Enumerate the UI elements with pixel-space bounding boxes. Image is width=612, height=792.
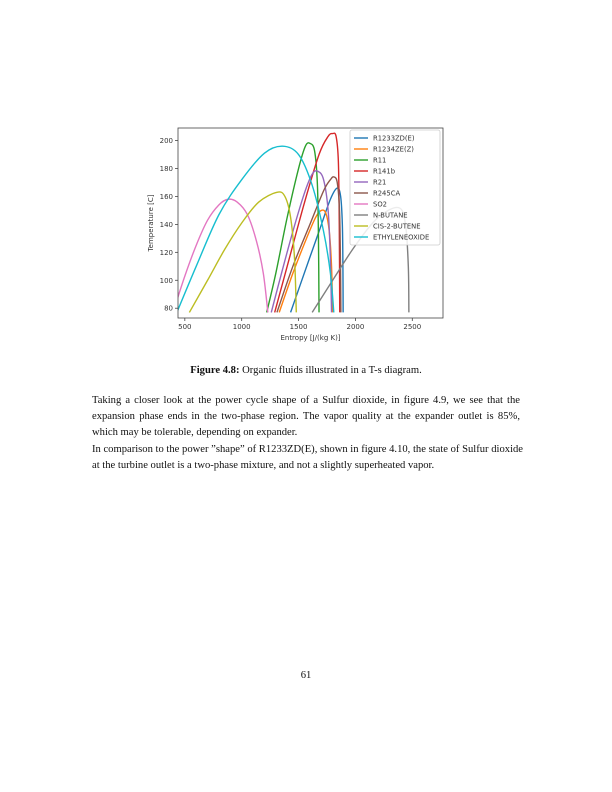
figure-caption	[0, 365, 612, 376]
y-tick-label: 160	[159, 192, 173, 201]
y-tick-label: 120	[159, 248, 173, 257]
figure-caption-text: Organic fluids illustrated in a T-s diagram.	[242, 365, 422, 376]
paragraph-line: In comparison to the power ”shape” of R1233ZD(E), shown in figure 4.10, the state of Sulfur dioxide	[92, 443, 524, 455]
legend-label: N-BUTANE	[373, 211, 408, 220]
y-tick-label: 140	[159, 220, 173, 229]
legend-label: R141b	[373, 167, 396, 176]
y-tick-label: 80	[164, 304, 173, 313]
paragraph-line: at the turbine outlet is a two-phase mixture, and not a slightly superheated vapor.	[92, 459, 435, 471]
page-number: 61	[300, 670, 312, 681]
y-tick-label: 100	[159, 276, 173, 285]
y-axis-label: Temperature [C]	[147, 194, 155, 252]
series-line-r1234ze-z-	[279, 210, 332, 312]
legend-label: SO2	[373, 200, 387, 209]
paragraph-line: Taking a closer look at the power cycle shape of a Sulfur dioxide, in figure 4.9, we see that the	[92, 395, 520, 406]
x-tick-label: 2000	[346, 323, 365, 331]
legend-label: R1233ZD(E)	[373, 134, 415, 143]
legend-label: R1234ZE(Z)	[373, 145, 414, 154]
legend-label: R21	[373, 178, 387, 187]
x-tick-label: 1500	[289, 323, 308, 331]
figure-label: Figure 4.8:	[190, 365, 240, 376]
legend-label: ETHYLENEOXIDE	[373, 233, 430, 242]
legend-label: R11	[373, 156, 387, 165]
legend-label: CIS-2-BUTENE	[373, 222, 421, 231]
paragraph-line: expansion phase ends in the two-phase region. The vapor quality at the expander outlet is 85%,	[92, 411, 520, 423]
y-tick-label: 180	[159, 165, 173, 174]
x-axis-label: Entropy [J/(kg K)]	[280, 334, 341, 342]
paragraph-line: which may be tolerable, depending on expander.	[92, 427, 298, 439]
ts-diagram-chart	[140, 125, 450, 350]
x-tick-label: 2500	[403, 323, 422, 331]
body-paragraph	[92, 393, 524, 474]
x-tick-label: 500	[178, 323, 192, 331]
x-tick-label: 1000	[232, 323, 251, 331]
legend-label: R245CA	[373, 189, 401, 198]
y-tick-label: 200	[159, 137, 173, 146]
